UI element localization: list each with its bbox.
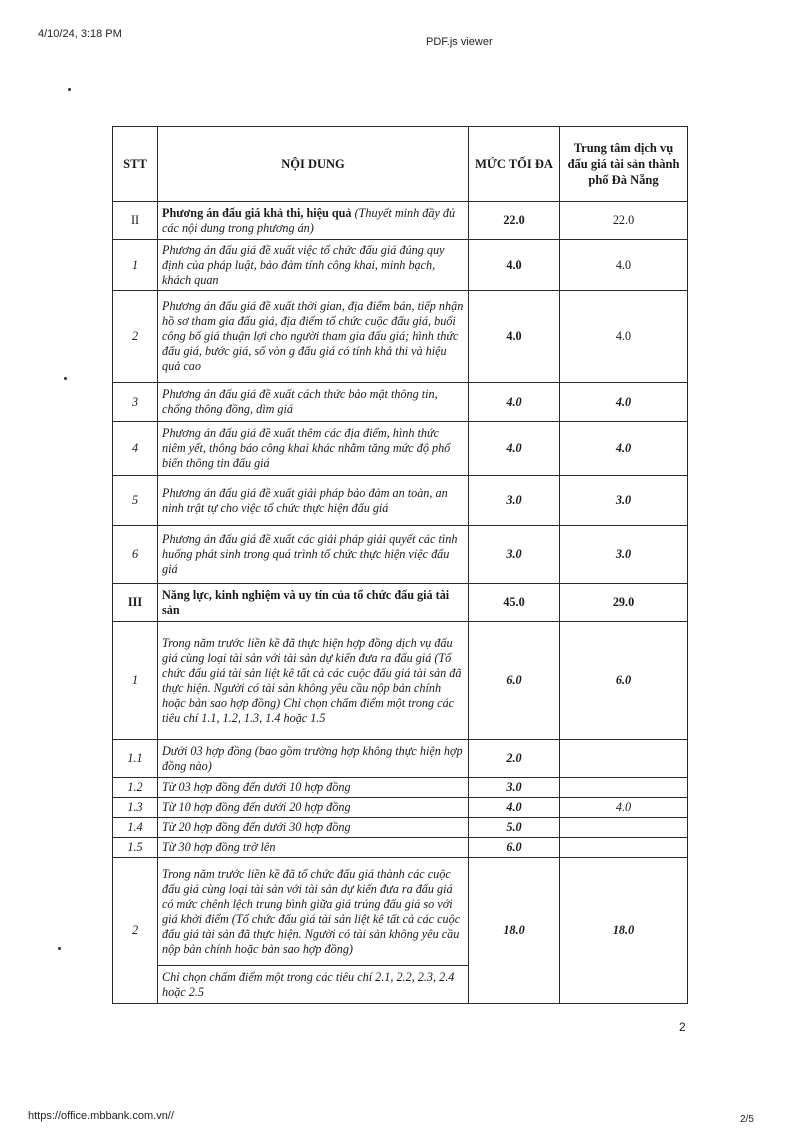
row-content-criteria-note: Chỉ chọn chấm điểm một trong các tiêu chí 2.1, 2.2, 2.3, 2.4 hoặc 2.5 xyxy=(158,966,469,1004)
row-center: 4.0 xyxy=(560,422,688,476)
col-header-max: MỨC TỐI ĐA xyxy=(469,127,560,202)
row-content: Từ 10 hợp đồng đến dưới 20 hợp đồng xyxy=(158,798,469,818)
row-max: 5.0 xyxy=(469,818,560,838)
row-center: 3.0 xyxy=(560,526,688,584)
row-max: 4.0 xyxy=(469,383,560,422)
table-row xyxy=(113,778,688,798)
table-header-row xyxy=(113,127,688,202)
table-row xyxy=(113,818,688,838)
row-center: 4.0 xyxy=(560,383,688,422)
row-center: 3.0 xyxy=(560,476,688,526)
footer-page-count: 2/5 xyxy=(740,1114,754,1125)
row-center: 18.0 xyxy=(560,858,688,1004)
row-content: Phương án đấu giá đề xuất cách thức bảo mật thông tin, chống thông đồng, dìm giá xyxy=(158,383,469,422)
row-max: 3.0 xyxy=(469,778,560,798)
col-header-stt: STT xyxy=(113,127,158,202)
row-stt: 1.5 xyxy=(113,838,158,858)
row-content: Phương án đấu giá đề xuất thêm các địa điểm, hình thức niêm yết, thông báo công khai khác nhằm tăng mức độ phổ biến thông tin đấu giá xyxy=(158,422,469,476)
scan-speck xyxy=(68,88,71,91)
row-center: 4.0 xyxy=(560,240,688,291)
row-stt: 1 xyxy=(113,622,158,740)
row-max: 4.0 xyxy=(469,240,560,291)
row-content: Từ 03 hợp đồng đến dưới 10 hợp đồng xyxy=(158,778,469,798)
row-max: 3.0 xyxy=(469,526,560,584)
row-stt: II xyxy=(113,202,158,240)
row-center: 29.0 xyxy=(560,584,688,622)
table-row xyxy=(113,476,688,526)
row-center: 6.0 xyxy=(560,622,688,740)
row-content: Năng lực, kinh nghiệm và uy tín của tổ chức đấu giá tài sản xyxy=(158,584,469,622)
table-row xyxy=(113,422,688,476)
row-content-title: Phương án đấu giá khả thi, hiệu quả xyxy=(162,205,352,220)
row-max: 22.0 xyxy=(469,202,560,240)
footer-url: https://office.mbbank.com.vn// xyxy=(28,1110,174,1122)
scoring-table xyxy=(112,126,688,1004)
row-content: Từ 20 hợp đồng đến dưới 30 hợp đồng xyxy=(158,818,469,838)
table-row xyxy=(113,838,688,858)
row-stt: III xyxy=(113,584,158,622)
row-max: 45.0 xyxy=(469,584,560,622)
row-max: 6.0 xyxy=(469,838,560,858)
row-max: 6.0 xyxy=(469,622,560,740)
row-center: 22.0 xyxy=(560,202,688,240)
row-content: Phương án đấu giá đề xuất thời gian, địa điểm bán, tiếp nhận hồ sơ tham gia đấu giá, địa điểm tổ chức cuộc đấu giá, buổi công bố giá thuận lợi cho người tham gia đấu giá; hình thức đấu giá, bước giá, số vòn g đấu giá có tính khả thi và hiệu quả cao xyxy=(158,291,469,383)
row-center xyxy=(560,778,688,798)
row-content xyxy=(158,202,469,240)
row-content: Trong năm trước liền kề đã thực hiện hợp đồng dịch vụ đấu giá cùng loại tài sản với tài sản dự kiến đưa ra đấu giá (Tổ chức đấu giá tài sản liệt kê tất cả các cuộc đấu giá tài sản đã thực hiện. Người có tài sản không yêu cầu nộp bản chính hoặc bản sao hợp đồng) Chỉ chọn chấm điểm một trong các tiêu chí 1.1, 1.2, 1.3, 1.4 hoặc 1.5 xyxy=(158,622,469,740)
row-stt: 1.4 xyxy=(113,818,158,838)
row-center xyxy=(560,838,688,858)
row-stt: 5 xyxy=(113,476,158,526)
table-row xyxy=(113,858,688,966)
row-content: Từ 30 hợp đồng trở lên xyxy=(158,838,469,858)
row-max: 18.0 xyxy=(469,858,560,1004)
scan-speck xyxy=(58,947,61,950)
col-header-center: Trung tâm dịch vụ đấu giá tài sản thành phố Đà Nẵng xyxy=(560,127,688,202)
table-row xyxy=(113,202,688,240)
row-center: 4.0 xyxy=(560,291,688,383)
row-max: 3.0 xyxy=(469,476,560,526)
row-max: 2.0 xyxy=(469,740,560,778)
row-center: 4.0 xyxy=(560,798,688,818)
row-stt: 1.3 xyxy=(113,798,158,818)
row-max: 4.0 xyxy=(469,291,560,383)
row-stt: 4 xyxy=(113,422,158,476)
table-row xyxy=(113,291,688,383)
page-number: 2 xyxy=(679,1020,686,1034)
row-content: Phương án đấu giá đề xuất các giải pháp giải quyết các tình huống phát sinh trong quá trình tổ chức thực hiện việc đấu giá xyxy=(158,526,469,584)
table-row xyxy=(113,622,688,740)
row-stt: 1.2 xyxy=(113,778,158,798)
row-stt: 1 xyxy=(113,240,158,291)
row-stt: 1.1 xyxy=(113,740,158,778)
table-row xyxy=(113,584,688,622)
row-max: 4.0 xyxy=(469,798,560,818)
row-stt: 2 xyxy=(113,858,158,1004)
row-content: Phương án đấu giá đề xuất giải pháp bảo đảm an toàn, an ninh trật tự cho việc tổ chức thực hiện đấu giá xyxy=(158,476,469,526)
table-row xyxy=(113,798,688,818)
row-content: Trong năm trước liền kề đã tổ chức đấu giá thành các cuộc đấu giá cùng loại tài sản với tài sản dự kiến đưa ra đấu giá có mức chênh lệch trung bình giữa giá trúng đấu giá so với giá khởi điểm (Tổ chức đấu giá tài sản liệt kê tất cả các cuộc đấu giá tài sản đã thực hiện. Người có tài sản không yêu cầu nộp bản chính hoặc bản sao hợp đồng) xyxy=(158,858,469,966)
table-row xyxy=(113,740,688,778)
viewer-title: PDF.js viewer xyxy=(426,36,493,48)
row-stt: 3 xyxy=(113,383,158,422)
row-stt: 2 xyxy=(113,291,158,383)
row-center xyxy=(560,818,688,838)
row-content: Dưới 03 hợp đồng (bao gồm trường hợp không thực hiện hợp đồng nào) xyxy=(158,740,469,778)
table-row xyxy=(113,383,688,422)
row-content-note: (Thuyết minh đầy đủ các nội dung trong phương án) xyxy=(162,205,456,235)
print-datetime: 4/10/24, 3:18 PM xyxy=(38,28,122,40)
row-center xyxy=(560,740,688,778)
row-content: Phương án đấu giá đề xuất việc tổ chức đấu giá đúng quy định của pháp luật, bảo đảm tính công khai, minh bạch, khách quan xyxy=(158,240,469,291)
scan-speck xyxy=(64,377,67,380)
table-row xyxy=(113,240,688,291)
row-stt: 6 xyxy=(113,526,158,584)
table-row xyxy=(113,526,688,584)
row-max: 4.0 xyxy=(469,422,560,476)
col-header-content: NỘI DUNG xyxy=(158,127,469,202)
